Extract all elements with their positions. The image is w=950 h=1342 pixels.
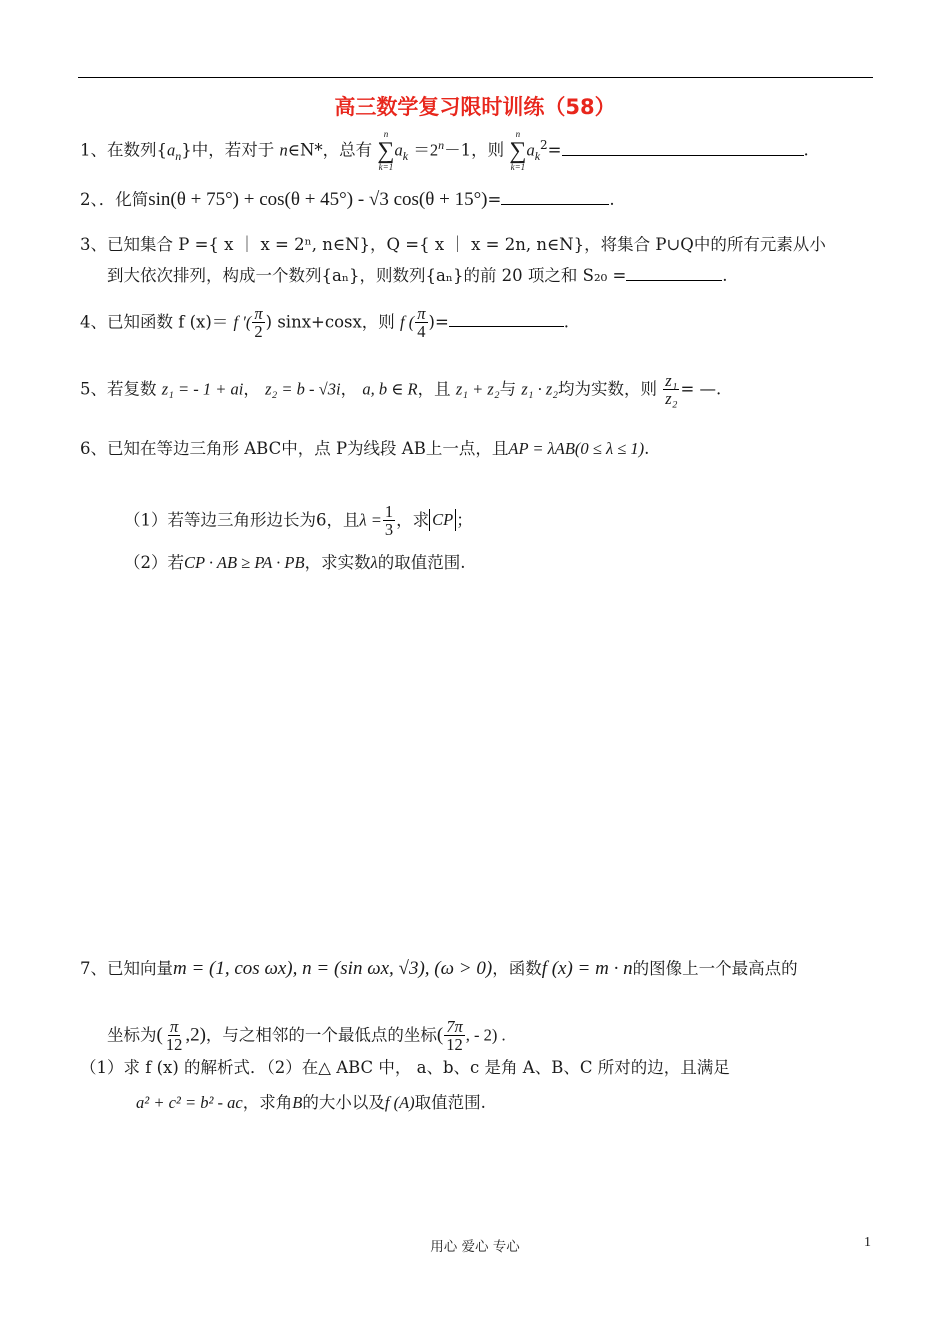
question-1: 1、在数列$\{a_n\}$中，若对于 n∈N*，总有 n ∑ k=1 $a_k =2^n-1$，则 n ∑ k=1 $a_k^2=$ . [80,129,809,172]
question-7: 7、已知向量m = (1, cos ωx), n = (sin ωx, √3), (ω > 0)，函数f (x) = m · n的图像上一个最高点的 [80,958,798,979]
question-7-line-4: a² + c² = b² - ac，求角B的大小以及f (A)取值范围. [136,1093,486,1112]
fraction-one-third: $\frac{1}{3}$ [384,502,394,540]
fraction-pi-12: $\frac{\pi}{12}$ [165,1017,183,1055]
answer-blank-1[interactable] [562,139,804,156]
page-number: 1 [864,1235,871,1250]
question-7-line-2: 坐标为( $\frac{\pi}{12}$ ,2)，与之相邻的一个最低点的坐标( $\frac{7\pi}{12}$ , - 2) . [107,1017,506,1055]
page-title: 高三数学复习限时训练（58） [334,95,616,119]
question-6-part-2: （2）若CP · AB ≥ PA · PB，求实数λ的取值范围. [124,553,466,572]
answer-blank-2[interactable] [501,188,609,205]
question-3-line-2: 到大依次排列，构成一个数列{aₙ}，则数列{aₙ}的前 20 项之和 S₂₀ = . [107,266,728,285]
fraction-pi-2: $\frac{\pi}{2}$ [254,304,263,342]
sum-symbol-2: n ∑ k=1 [509,129,527,172]
question-6: 6、已知在等边三角形 ABC中，点 P为线段 AB上一点，且AP = λAB(0 ≤ λ ≤ 1). [80,439,650,458]
answer-blank-3[interactable] [626,264,722,281]
footer-text: 用心 爱心 专心 [430,1239,520,1255]
simplify-expression: sin(θ + 75°) + cos(θ + 45°) - √3 cos(θ + 15°) [148,189,488,210]
question-6-part-1: （1）若等边三角形边长为6，且λ = $\frac{1}{3}$ ，求 CP ； [124,502,473,540]
question-4: 4、已知函数 f (x)＝ f ′( $\frac{\pi}{2}$ ) sinx+cosx，则 f ( $\frac{\pi}{4}$ )= . [80,304,570,342]
question-5: 5、若复数 z₁ = - 1 + ai， z₂ = b - √3i， a, b ∈ R，且 z₁ + z₂与 z₁ · z₂均为实数，则 $\frac{\text{z₁}}{\text{z₂}}$ = —. [80,371,722,409]
answer-blank-4[interactable] [449,310,564,327]
question-7-line-3: （1）求 f (x) 的解析式．（2）在△ ABC 中， a、b、c 是角 A、B、C 所对的边，且满足 [80,1058,730,1077]
vector-cp-magnitude: CP [429,509,456,531]
fraction-z1-z2: $\frac{\text{z₁}}{\text{z₂}}$ [665,371,678,409]
fraction-7pi-12: $\frac{7\pi}{12}$ [446,1017,463,1055]
fraction-pi-4: $\frac{\pi}{4}$ [417,304,426,342]
header-rule [78,77,873,78]
question-2: 2、．化简sin(θ + 75°) + cos(θ + 45°) - √3 cos(θ + 15°)= . [80,189,615,210]
question-3-line-1: 3、已知集合 P ={ x ｜ x = 2ⁿ, n∈N}，Q ={ x ｜ x = 2n, n∈N}，将集合 P∪Q中的所有元素从小 [80,235,826,254]
sum-symbol: n ∑ k=1 [377,129,395,172]
